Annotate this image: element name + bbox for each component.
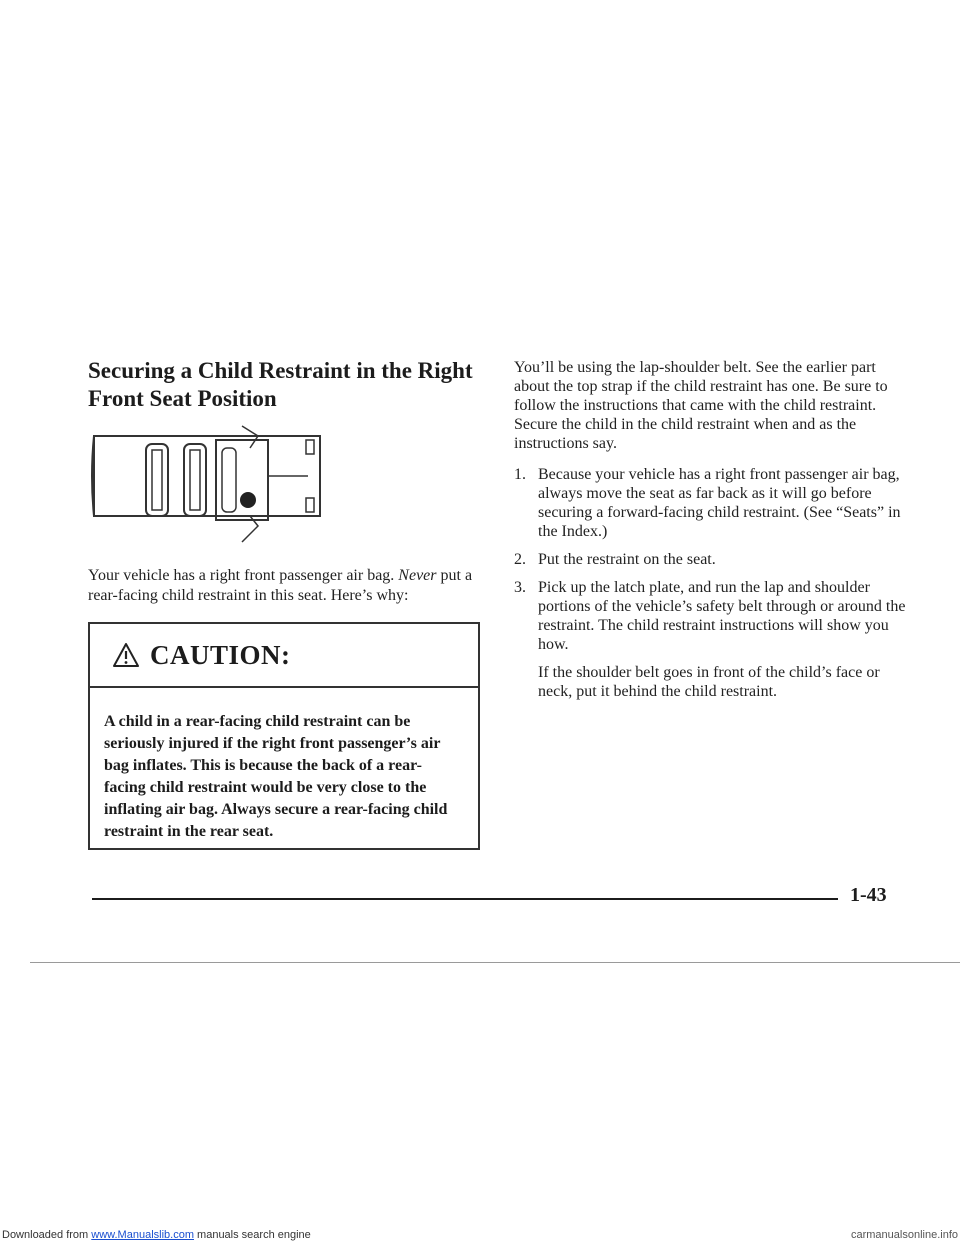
footer-prefix: Downloaded from [2,1229,92,1241]
page-divider [92,898,838,900]
caution-box [88,622,480,850]
list-item [514,578,914,654]
intro-emphasis: Never [398,567,437,584]
step-number: 3. [514,579,526,596]
step-text: Because your vehicle has a right front passenger air bag, always move the seat as far back as it will go before securing a forward-facing child restraint. (See “Seats” in the Index.) [538,466,901,540]
footer-bar [0,1228,960,1242]
vehicle-top-view-right-front-seat-icon [88,418,324,550]
page-number: 1-43 [850,884,887,906]
footer-source [0,1228,311,1242]
scan-divider [30,962,960,963]
after-steps-paragraph: If the shoulder belt goes in front of the child’s face or neck, put it behind the child restraint. [538,664,880,700]
list-item [514,550,914,569]
footer-suffix: manuals search engine [193,1229,311,1241]
steps-list [514,465,914,654]
intro-text-before: Your vehicle has a right front passenger air bag. [88,567,399,584]
section-title: Securing a Child Restraint in the Right Front Seat Position [88,358,473,411]
step-text: Put the restraint on the seat. [538,551,716,568]
caution-text: A child in a rear-facing child restraint can be seriously injured if the right front passenger’s air bag inflates. This is because the back of a rear-facing child restraint would be very close to the inflating air bag. Always secure a rear-facing child restraint in the rear seat. [104,713,448,840]
step-number: 1. [514,466,526,483]
list-item [514,465,914,541]
manualslib-link[interactable]: www.Manualslib.com [91,1229,194,1241]
intro-paragraph [88,566,488,606]
warning-triangle-icon [112,642,140,668]
right-column [514,358,914,701]
right-intro-paragraph: You’ll be using the lap-shoulder belt. See the earlier part about the top strap if the child restraint has one. Be sure to follow the instructions that came with the child restraint. Secure the child in the child restraint when and as the instructions say. [514,359,888,452]
intro-text-after: put a rear-facing child restraint in this seat. Here’s why: [88,567,473,604]
step-number: 2. [514,551,526,568]
caution-title: CAUTION: [150,639,291,670]
step-text: Pick up the latch plate, and run the lap and shoulder portions of the vehicle’s safety belt through or around the restraint. The child restraint instructions will show you how. [538,579,906,653]
footer-watermark: carmanualsonline.info [850,1229,958,1241]
caution-header [90,624,478,688]
